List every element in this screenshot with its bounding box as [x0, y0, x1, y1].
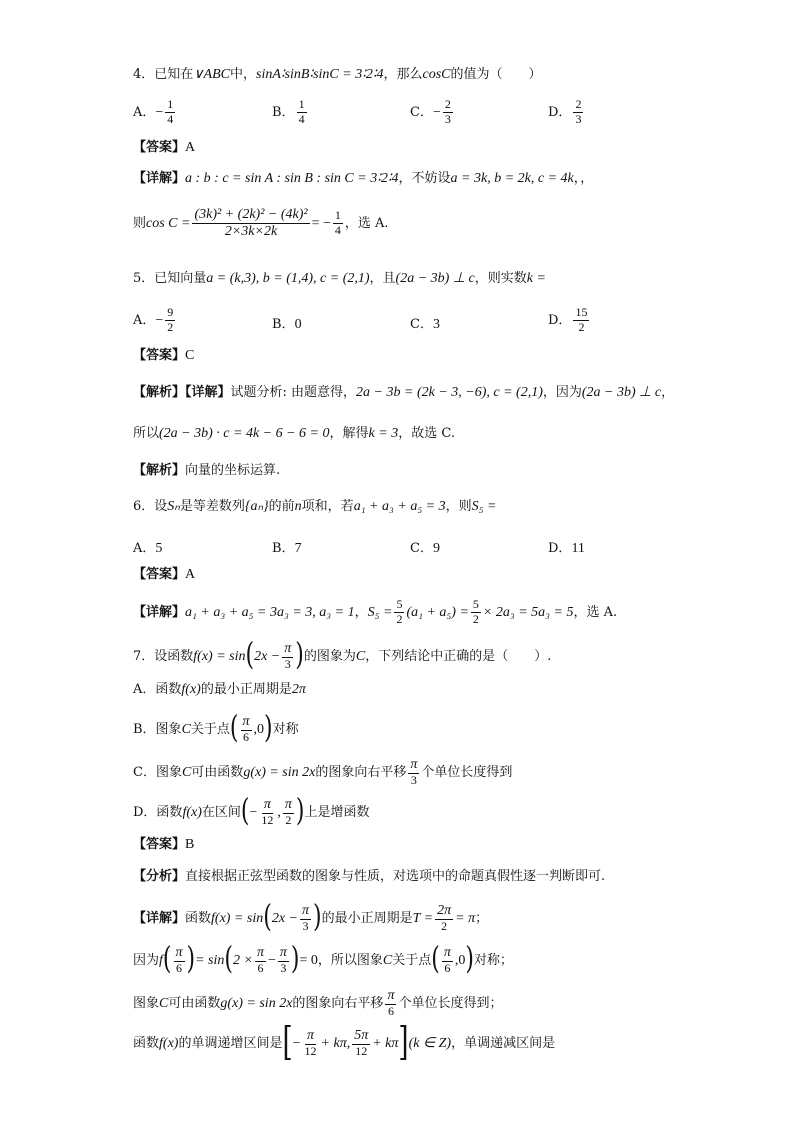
analysis-text: 向量的坐标运算. — [185, 463, 281, 478]
numerator: π — [282, 641, 293, 658]
option-fraction — [165, 306, 175, 335]
option-value: 0 — [294, 317, 302, 332]
option-text-3: 上是增函数 — [304, 804, 370, 820]
numerator: 5π — [352, 1028, 370, 1045]
q4-stem-text-3: ，那么 — [383, 67, 423, 82]
q6-eq: a₁ + a₃ + a₅ = 3 — [353, 499, 446, 514]
detail-text-3: ，单调递减区间是 — [451, 1035, 556, 1051]
numerator: π — [300, 903, 311, 920]
detail-fraction — [385, 988, 396, 1019]
q7-stem — [133, 638, 552, 674]
numerator: 1 — [298, 97, 305, 111]
q6-option-d — [548, 537, 585, 557]
detail-formula-3: × 2a₃ = 5a₃ = 5 — [482, 604, 574, 620]
option-value: 11 — [571, 541, 585, 556]
paren-open: ( — [245, 638, 255, 674]
option-label: D． — [548, 104, 572, 120]
answer-value: C — [185, 348, 195, 363]
analysis-text: 直接根据正弦型函数的图象与性质，对选项中的命题真假性逐一判断即可. — [185, 869, 606, 884]
detail-s5: S₅ = — [367, 604, 393, 620]
denominator: 2 — [167, 319, 174, 334]
minus-sign: − — [249, 804, 258, 820]
denominator: 3 — [284, 657, 291, 672]
q6-stem-text-4: 项和，若 — [301, 499, 354, 514]
option-sign: − — [155, 104, 164, 120]
numerator: π — [174, 945, 185, 962]
detail-text-2: ，， — [573, 171, 594, 186]
numerator: 9 — [167, 305, 174, 319]
detail-tag: 【详解】 — [133, 171, 186, 186]
analysis-tag: 【解析】 — [133, 385, 186, 400]
q7-stem-text-2: 的图象为 — [303, 648, 356, 664]
denominator: 6 — [243, 730, 250, 745]
denominator: 4 — [167, 111, 174, 126]
q7-analysis — [133, 870, 605, 883]
detail-formula: a₁ + a₃ + a₅ = 3a₃ = 3, a₃ = 1 — [185, 604, 355, 620]
numerator: π — [305, 1028, 316, 1045]
q5-option-a — [133, 306, 177, 335]
answer-value: B — [185, 837, 195, 852]
paren-close: ) — [295, 638, 304, 674]
q6-n: n — [294, 499, 302, 514]
option-label: C． — [410, 104, 433, 120]
detail-text-2: ，因为 — [542, 385, 582, 400]
detail-text-2: 的单调递增区间是 — [178, 1035, 283, 1051]
q4-detail-line-2 — [133, 207, 389, 240]
option-text-4: 个单位长度得到 — [421, 764, 513, 780]
option-fraction — [573, 306, 589, 335]
option-label: B． — [272, 541, 295, 556]
detail-c: C — [382, 952, 393, 968]
detail-text-2: ，选 A. — [344, 216, 389, 232]
detail-text-3: 的图象向右平移 — [292, 995, 384, 1011]
numerator: 1 — [167, 97, 174, 111]
q4-option-b — [272, 98, 309, 127]
analysis-tag: 【解析】 — [133, 463, 186, 478]
numerator: π — [278, 945, 289, 962]
q4-stem-text-2: 中， — [229, 67, 256, 82]
q6-stem-text-3: 的前 — [268, 499, 295, 514]
detail-text-2: 可由函数 — [168, 995, 221, 1011]
numerator: 2π — [435, 903, 453, 920]
numerator: 1 — [334, 208, 341, 223]
q4-cos: cosC — [422, 67, 451, 82]
answer-tag: 【答案】 — [133, 837, 186, 852]
q5-option-c — [410, 313, 440, 333]
q7-frac — [282, 641, 293, 672]
denominator: 6 — [444, 961, 451, 976]
q4-triangle: ∨ABC — [193, 67, 230, 82]
option-fraction — [573, 98, 583, 127]
paren-open: ( — [263, 900, 272, 936]
detail-text: 所以 — [133, 426, 160, 441]
detail-fraction — [192, 207, 309, 240]
option-label: B． — [272, 317, 295, 332]
option-label: A． — [133, 312, 156, 328]
q7-detail-line-4 — [133, 1020, 556, 1066]
numerator: π — [385, 988, 396, 1005]
detail-tag: 【详解】 — [133, 604, 186, 620]
detail-fraction — [394, 598, 404, 627]
q6-stem-text: 6．设 — [133, 499, 168, 514]
detail-k: + kπ, — [320, 1035, 351, 1051]
option-label: B． — [272, 104, 295, 120]
option-sign: − — [155, 312, 164, 328]
q5-analysis — [133, 464, 280, 477]
denominator: 3 — [302, 919, 309, 934]
q7-detail-line-3 — [133, 988, 502, 1019]
q5-stem-text: 5．已知向量 — [133, 271, 207, 286]
numerator: π — [442, 945, 453, 962]
option-text-3: 对称 — [272, 721, 299, 737]
q4-stem-text: 4．已知在 — [133, 67, 194, 82]
detail-domain: (k ∈ Z) — [408, 1035, 452, 1051]
denominator: 3 — [444, 111, 451, 126]
q5-k: k = — [526, 271, 546, 286]
option-text: A．函数 — [133, 682, 182, 697]
q5-stem-text-3: ，则实数 — [474, 271, 527, 286]
numerator: 5 — [396, 597, 403, 611]
numerator: 15 — [575, 305, 588, 319]
option-text: D．函数 — [133, 804, 183, 820]
detail-zero-2: ,0 — [454, 952, 466, 968]
option-fraction — [259, 797, 275, 828]
numerator: (3k)² + (2k)² − (4k)² — [192, 207, 309, 224]
q7-detail-line-2 — [133, 942, 513, 978]
detail-fraction-2 — [255, 945, 266, 976]
denominator: 6 — [257, 961, 264, 976]
detail-formula: (2a − 3b) · c = 4k − 6 − 6 = 0 — [159, 426, 330, 441]
detail-text: 因为 — [133, 952, 160, 968]
q6-answer — [133, 568, 195, 582]
numerator: 2 — [444, 97, 451, 111]
numerator: 2 — [575, 97, 582, 111]
q7-option-b — [133, 711, 299, 747]
q5-stem-text-2: ，且 — [369, 271, 396, 286]
answer-tag: 【答案】 — [133, 567, 186, 582]
paren-close-3: ) — [465, 942, 474, 978]
q7-option-d — [133, 794, 370, 830]
detail-text: ， — [354, 604, 368, 620]
denominator: 3 — [410, 773, 417, 788]
paren-open: ( — [162, 942, 172, 978]
q7-function: f(x) = sin — [193, 648, 246, 664]
denominator: 12 — [261, 813, 274, 828]
q5-stem — [133, 272, 546, 286]
bracket-close: ] — [398, 1020, 409, 1066]
option-formula: g(x) = sin 2x — [243, 764, 316, 780]
option-value: 3 — [432, 317, 440, 332]
paren-close: ) — [186, 942, 196, 978]
detail-formula-2: (a₁ + a₅) = — [406, 604, 469, 620]
analysis-tag: 【分析】 — [133, 869, 186, 884]
detail-formula-2: a = 3k, b = 2k, c = 4k — [450, 171, 574, 186]
q4-stem — [133, 68, 542, 82]
comma: , — [277, 804, 281, 820]
numerator: π — [408, 757, 419, 774]
option-fraction — [297, 98, 307, 127]
option-text-2: 在区间 — [201, 804, 241, 820]
q7-option-c — [133, 757, 512, 788]
denominator: 2 — [578, 319, 585, 334]
paren-close: ) — [264, 711, 273, 747]
option-c: C — [181, 721, 191, 737]
detail-fraction-2 — [333, 209, 343, 238]
detail-period: T = — [412, 910, 434, 926]
numerator: π — [241, 714, 252, 731]
option-fraction-2 — [283, 797, 294, 828]
detail-text-4: 对称； — [473, 952, 513, 968]
detail-formula: a : b : c = sin A : sin B : sin C = 3∶2∶4 — [185, 171, 399, 186]
denominator: 2 — [396, 611, 403, 626]
q6-option-a — [133, 537, 162, 557]
bracket-open: [ — [282, 1020, 293, 1066]
detail-formula: 2a − 3b = (2k − 3, −6), c = (2,1) — [356, 385, 543, 400]
q6-option-b — [272, 537, 302, 557]
denominator: 4 — [334, 223, 341, 238]
option-value: 7 — [294, 541, 302, 556]
option-value: 9 — [432, 541, 440, 556]
detail-formula-2: (2a − 3b) ⊥ c — [581, 385, 662, 400]
option-label: A． — [133, 104, 156, 120]
paren-open: ( — [229, 711, 239, 747]
option-label: D． — [548, 312, 572, 328]
detail-f: f — [159, 952, 163, 968]
q7-arg: 2x − — [254, 648, 281, 664]
q4-option-d — [548, 98, 585, 127]
detail-k-2: + kπ — [372, 1035, 399, 1051]
option-label: C． — [410, 317, 433, 332]
q6-stem-text-5: ，则 — [445, 499, 472, 514]
detail-fraction-2 — [471, 598, 481, 627]
option-text: B．图象 — [133, 721, 182, 737]
paren-open-2: ( — [224, 942, 233, 978]
option-text: C．图象 — [133, 764, 182, 780]
detail-text: 函数 — [185, 910, 212, 926]
detail-minus: − — [267, 952, 276, 968]
paren-open-3: ( — [431, 942, 440, 978]
option-sign: − — [432, 104, 441, 120]
detail-formula: f(x) — [159, 1035, 179, 1051]
option-label: C． — [410, 541, 433, 556]
option-fraction — [241, 714, 252, 745]
detail-fraction-3 — [278, 945, 289, 976]
denominator: 6 — [387, 1004, 394, 1019]
detail-text-2: ，选 A. — [573, 604, 618, 620]
option-value: 5 — [155, 541, 163, 556]
detail-text: 函数 — [133, 1035, 160, 1051]
option-label: A． — [133, 541, 156, 556]
denominator: 2×3k×2k — [224, 224, 278, 240]
q4-detail-line-1 — [133, 172, 593, 186]
denominator: 3 — [575, 111, 582, 126]
option-fraction — [408, 757, 419, 788]
answer-tag: 【答案】 — [133, 348, 186, 363]
q5-vectors: a = (k,3), b = (1,4), c = (2,1) — [206, 271, 370, 286]
paren-close: ) — [295, 794, 305, 830]
q5-detail-line-1 — [133, 386, 674, 400]
denominator: 3 — [280, 961, 287, 976]
denominator: 2 — [472, 611, 479, 626]
q4-ratio: sinA∶sinB∶sinC = 3∶2∶4 — [256, 67, 384, 82]
q5-answer — [133, 349, 194, 363]
denominator: 2 — [441, 919, 448, 934]
detail-fraction-4 — [442, 945, 453, 976]
q7-stem-text: 7．设函数 — [133, 648, 194, 664]
detail-text-4: 个单位长度得到； — [398, 995, 503, 1011]
detail-zero: = 0 — [299, 952, 318, 968]
option-zero: ,0 — [253, 721, 265, 737]
detail-arg: 2 × — [233, 952, 253, 968]
denominator: 6 — [176, 961, 182, 976]
detail-fraction — [300, 903, 311, 934]
q6-stem — [133, 500, 496, 514]
detail-fraction — [174, 945, 185, 976]
detail-formula: f(x) = sin — [211, 910, 264, 926]
detail-cos: cos C = — [146, 216, 191, 232]
q7-detail-line-1 — [133, 900, 489, 936]
option-fraction — [165, 98, 175, 127]
detail-fraction-2 — [352, 1028, 370, 1059]
detail-text: 则 — [133, 216, 147, 232]
detail-text: 试题分析: 由题意得， — [230, 385, 357, 400]
detail-arg: 2x − — [271, 910, 299, 926]
numerator: π — [283, 797, 294, 814]
denominator: 2 — [285, 813, 292, 828]
option-fraction — [443, 98, 453, 127]
answer-value: A — [185, 567, 196, 582]
detail-formula-2: k = 3 — [368, 426, 399, 441]
detail-result: = π — [455, 910, 476, 926]
q6-detail — [133, 598, 617, 627]
q7-option-a — [133, 683, 306, 697]
denominator: 12 — [304, 1044, 317, 1059]
numerator: π — [255, 945, 266, 962]
detail-fraction — [303, 1028, 319, 1059]
detail-c: C — [159, 995, 169, 1011]
paren-close: ) — [313, 900, 322, 936]
q5-condition: (2a − 3b) ⊥ c — [395, 271, 475, 286]
q5-option-b — [272, 313, 302, 333]
detail-text-2: 的最小正周期是 — [321, 910, 413, 926]
option-text-2: 关于点 — [190, 721, 230, 737]
option-text-2: 的最小正周期是 — [200, 682, 292, 697]
option-label: D． — [548, 541, 572, 556]
detail-text-2: ，所以图象 — [317, 952, 383, 968]
detail-tag: 【详解】 — [185, 385, 231, 400]
q4-answer — [133, 141, 195, 155]
paren-open: ( — [240, 794, 250, 830]
numerator: π — [262, 797, 273, 814]
detail-eq: = − — [311, 216, 331, 232]
option-text-3: 的图象向右平移 — [315, 764, 407, 780]
detail-text: 图象 — [133, 995, 160, 1011]
detail-text: ，不妨设 — [398, 171, 451, 186]
option-text-2: 可由函数 — [191, 764, 244, 780]
denominator: 4 — [298, 111, 305, 126]
q4-option-a — [133, 98, 177, 127]
q7-answer — [133, 838, 194, 852]
answer-tag: 【答案】 — [133, 140, 186, 155]
q5-detail-line-2 — [133, 427, 455, 441]
paren-close-2: ) — [290, 942, 300, 978]
q6-sn: Sₙ — [167, 499, 180, 514]
numerator: 5 — [472, 597, 479, 611]
q5-option-d — [548, 306, 591, 335]
q6-stem-text-2: 是等差数列 — [179, 499, 245, 514]
option-c: C — [181, 764, 192, 780]
minus-sign: − — [292, 1035, 301, 1051]
option-formula: f(x) — [181, 682, 201, 697]
q6-seq: {aₙ} — [244, 499, 269, 514]
detail-text-3: ，故选 C. — [398, 426, 455, 441]
q7-stem-text-3: ，下列结论中正确的是（ ）. — [365, 648, 552, 664]
detail-fraction-2 — [435, 903, 453, 934]
q4-option-c — [410, 98, 455, 127]
detail-eq: = sin — [195, 952, 225, 968]
q4-stem-text-4: 的值为（ ） — [450, 67, 542, 82]
q6-option-c — [410, 537, 440, 557]
detail-tag: 【详解】 — [133, 910, 186, 926]
detail-text-3: ， — [661, 385, 675, 400]
q6-s5: S₅ = — [471, 499, 497, 514]
detail-text-3: ； — [475, 910, 489, 926]
option-formula: f(x) — [182, 804, 202, 820]
detail-formula: g(x) = sin 2x — [220, 995, 293, 1011]
answer-value: A — [185, 140, 196, 155]
option-value: 2π — [291, 682, 306, 697]
detail-text-3: 关于点 — [392, 952, 432, 968]
q7-c: C — [355, 648, 366, 664]
detail-text-2: ，解得 — [329, 426, 369, 441]
denominator: 12 — [355, 1044, 368, 1059]
